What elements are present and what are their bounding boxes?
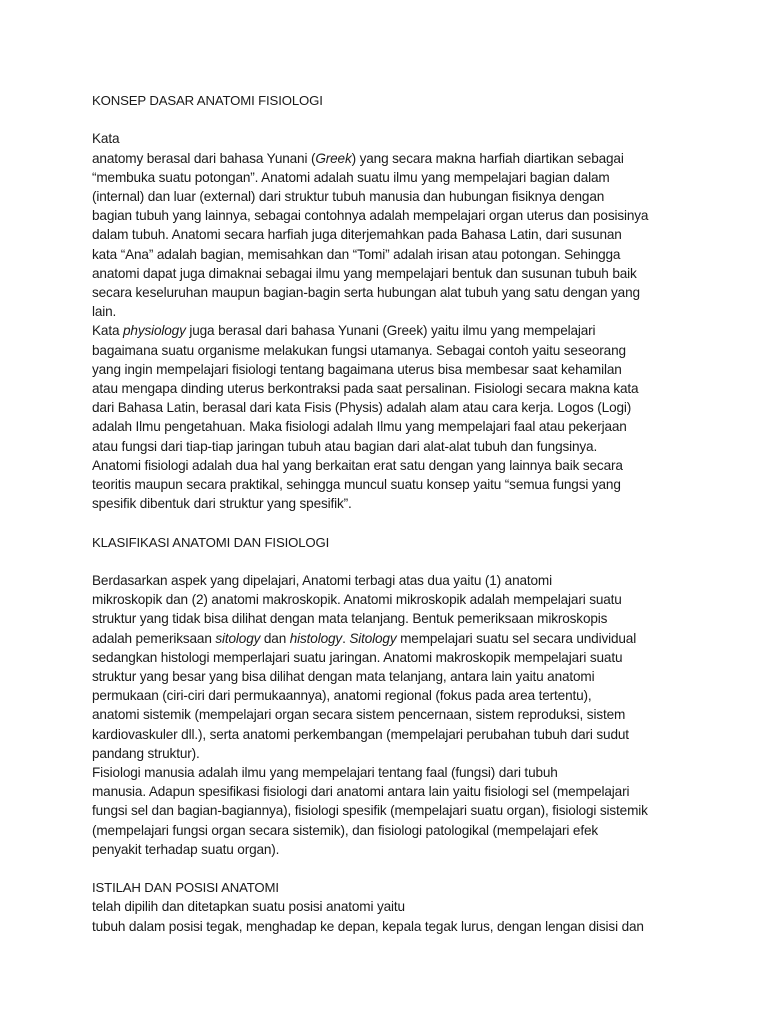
- text-line: [92, 168, 692, 187]
- text-line: [92, 283, 692, 302]
- text-run: kata “Ana” adalah bagian, memisahkan dan “Tomi” adalah irisan atau potongan. Sehingga: [92, 246, 621, 262]
- text-run: struktur yang besar yang bisa dilihat dengan mata telanjang, antara lain yaitu anatomi: [92, 669, 595, 685]
- text-run: atau mengapa dinding uterus berkontraksi pada saat persalinan. Fisiologi secara makna kata: [92, 381, 639, 397]
- text-run: Fisiologi manusia adalah ilmu yang mempelajari tentang faal (fungsi) dari tubuh: [92, 765, 558, 781]
- text-line: [92, 245, 692, 264]
- paragraph-gap: [92, 552, 692, 571]
- text-line: [92, 225, 692, 244]
- section-heading-konsep: KONSEP DASAR ANATOMI FISIOLOGI: [92, 93, 323, 108]
- text-run: teoritis maupun secara praktikal, sehingga muncul suatu konsep yaitu “semua fungsi yang: [92, 477, 621, 493]
- text-run: juga berasal dari bahasa Yunani (Greek) yaitu ilmu yang mempelajari: [185, 323, 596, 339]
- text-line: [92, 609, 692, 628]
- text-run: mikroskopik dan (2) anatomi makroskopik. Anatomi mikroskopik adalah mempelajari suatu: [92, 592, 622, 608]
- document-page: [92, 91, 692, 936]
- text-run: dari Bahasa Latin, berasal dari kata Fisis (Physis) adalah alam atau cara kerja. Logos (Logi): [92, 400, 632, 416]
- text-run: ) yang secara makna harfiah diartikan sebagai: [351, 150, 624, 166]
- text-run: anatomi dapat juga dimaknai sebagai ilmu yang mempelajari bentuk dan susunan tubuh baik: [92, 265, 637, 281]
- text-line: [92, 264, 692, 283]
- text-line: [92, 321, 692, 340]
- text-run: (internal) dan luar (external) dari struktur tubuh manusia dan hubungan fisiknya dengan: [92, 189, 605, 204]
- text-line: [92, 341, 692, 360]
- text-line: [92, 129, 692, 148]
- text-line: [92, 494, 692, 513]
- text-run: lain.: [92, 304, 117, 320]
- text-run: manusia. Adapun spesifikasi fisiologi dari anatomi antara lain yaitu fisiologi sel (mempelajari: [92, 784, 630, 800]
- text-run: (mempelajari fungsi organ secara sistemik), dan fisiologi patologikal (mempelajari efek: [92, 822, 599, 838]
- text-run: dalam tubuh. Anatomi secara harfiah juga diterjemahkan pada Bahasa Latin, dari susunan: [92, 227, 622, 243]
- text-run: “membuka suatu potongan”. Anatomi adalah suatu ilmu yang mempelajari bagian dalam: [92, 169, 610, 185]
- text-run: anatomi sistemik (mempelajari organ secara sistem pencernaan, sistem reproduksi, sistem: [92, 707, 626, 723]
- text-run: tubuh dalam posisi tegak, menghadap ke depan, kepala tegak lurus, dengan lengan disisi dan: [92, 918, 644, 934]
- italic-term: Sitology: [349, 630, 397, 646]
- text-line: [92, 187, 692, 206]
- text-run: Kata: [92, 323, 123, 339]
- text-run: struktur yang tidak bisa dilihat dengan mata telanjang. Bentuk pemeriksaan mikroskopis: [92, 611, 608, 627]
- section-heading-istilah: ISTILAH DAN POSISI ANATOMI: [92, 880, 279, 896]
- text-run: adalah Ilmu pengetahuan. Maka fisiologi adalah Ilmu yang mempelajari faal atau pekerjaan: [92, 419, 627, 435]
- text-line: [92, 648, 692, 667]
- text-line: [92, 667, 692, 686]
- text-run: pandang struktur).: [92, 745, 200, 761]
- text-run: Berdasarkan aspek yang dipelajari, Anatomi terbagi atas dua yaitu (1) anatomi: [92, 573, 552, 589]
- text-run: bagian tubuh yang lainnya, sebagai contohnya adalah mempelajari organ uterus dan posisinya: [92, 208, 649, 224]
- text-line: [92, 590, 692, 609]
- text-run: Anatomi fisiologi adalah dua hal yang berkaitan erat satu dengan yang lainnya baik secara: [92, 457, 623, 473]
- text-run: adalah pemeriksaan: [92, 630, 216, 646]
- text-line: [92, 456, 692, 475]
- text-line: [92, 629, 692, 648]
- text-run: secara keseluruhan maupun bagian-bagin serta hubungan alat tubuh yang satu dengan yang: [92, 285, 640, 301]
- text-line: [92, 763, 692, 782]
- text-run: telah dipilih dan ditetapkan suatu posisi anatomi yaitu: [92, 899, 405, 915]
- text-line: [92, 149, 692, 168]
- text-line: [92, 744, 692, 763]
- text-line: [92, 379, 692, 398]
- text-line: [92, 917, 692, 936]
- text-run: spesifik dibentuk dari struktur yang spesifik”.: [92, 496, 352, 512]
- text-run: permukaan (ciri-ciri dari permukaannya), anatomi regional (fokus pada area tertentu),: [92, 688, 592, 704]
- text-run: Kata: [92, 131, 120, 147]
- section-body-klasifikasi: [92, 571, 692, 859]
- text-line: [92, 725, 692, 744]
- text-run: sedangkan histologi memperlajari suatu jaringan. Anatomi makroskopik mempelajari suatu: [92, 649, 623, 665]
- paragraph-gap: [92, 513, 692, 532]
- text-run: atau fungsi dari tiap-tiap jaringan tubuh atau bagian dari alat-alat tubuh dan fungsinya.: [92, 438, 598, 454]
- text-line: [92, 782, 692, 801]
- italic-term: histology: [289, 630, 343, 646]
- italic-term: sitology: [215, 630, 261, 646]
- text-line: [92, 417, 692, 436]
- text-run: kardiovaskuler dll.), serta anatomi perkembangan (mempelajari perubahan tubuh dari sudut: [92, 726, 629, 742]
- text-line: [92, 705, 692, 724]
- text-run: .: [342, 630, 350, 646]
- text-line: [92, 302, 692, 321]
- section-body-konsep: [92, 129, 692, 513]
- section-body-istilah: [92, 897, 692, 935]
- text-run: mempelajari suatu sel secara undividual: [396, 630, 637, 646]
- text-run: yang ingin mempelajari fisiologi tentang bagaimana uterus bisa membesar saat kehamilan: [92, 361, 622, 377]
- text-line: [92, 206, 692, 225]
- text-line: [92, 571, 692, 590]
- text-line: [92, 821, 692, 840]
- italic-term: physiology: [123, 323, 186, 339]
- section-heading-klasifikasi: KLASIFIKASI ANATOMI DAN FISIOLOGI: [92, 534, 330, 550]
- italic-term: Greek: [315, 150, 352, 166]
- text-line: [92, 475, 692, 494]
- text-line: [92, 801, 692, 820]
- text-run: penyakit terhadap suatu organ).: [92, 841, 280, 857]
- paragraph-gap: [92, 110, 692, 129]
- paragraph-gap: [92, 859, 692, 878]
- text-line: [92, 360, 692, 379]
- text-run: anatomy berasal dari bahasa Yunani (: [92, 150, 316, 166]
- text-line: [92, 686, 692, 705]
- text-run: dan: [260, 630, 290, 646]
- text-line: [92, 437, 692, 456]
- text-run: fungsi sel dan bagian-bagiannya), fisiologi spesifik (mempelajari suatu organ), fisiologi sistemik: [92, 803, 648, 819]
- text-run: bagaimana suatu organisme melakukan fungsi utamanya. Sebagai contoh yaitu seseorang: [92, 342, 626, 358]
- text-line: [92, 897, 692, 916]
- text-line: [92, 398, 692, 417]
- text-line: [92, 840, 692, 859]
